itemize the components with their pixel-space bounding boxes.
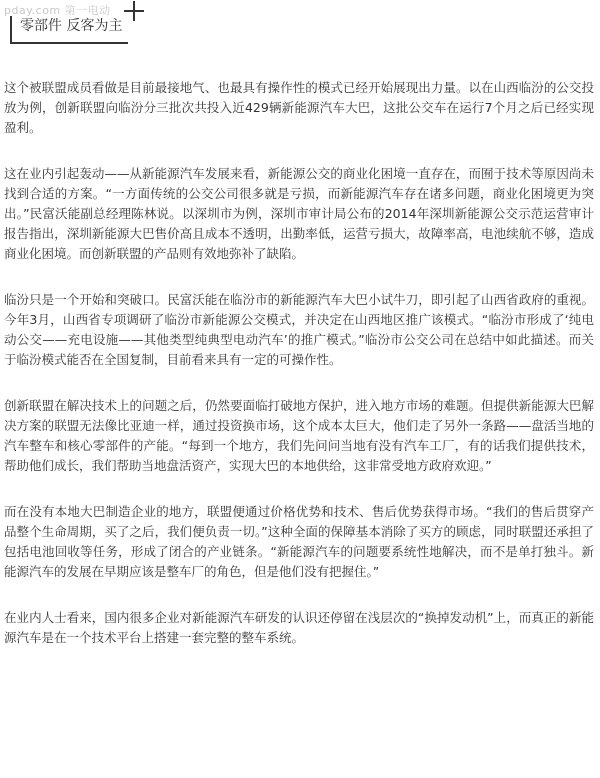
article-body <box>4 78 594 674</box>
plus-icon <box>124 1 144 21</box>
article-paragraph-1: 这个被联盟成员看做是目前最接地气、也最具有操作性的模式已经开始展现出力量。以在山西临汾的公交投放为例，创新联盟向临汾分三批次共投入近429辆新能源汽车大巴，这批公交车在运行7个月之后已经实现盈利。 <box>4 80 594 135</box>
section-heading-box <box>10 16 128 44</box>
article-paragraph-6: 在业内人士看来，国内很多企业对新能源汽车研发的认识还停留在浅层次的“换掉发动机”上，而真正的新能源汽车是在一个技术平台上搭建一套完整的整车系统。 <box>4 610 594 645</box>
section-heading: 零部件 反客为主 <box>20 18 123 34</box>
article-paragraph-4: 创新联盟在解决技术上的问题之后，仍然要面临打破地方保护，进入地方市场的难题。但提供新能源大巴解决方案的联盟无法像比亚迪一样，通过投资换市场，这个成本太巨大，他们走了另外一条路——盘活当地的汽车整车和核心零部件的产能。“每到一个地方，我们先问问当地有没有汽车工厂，有的话我们提供技术，帮助他们成长，我们帮助当地盘活资产，实现大巴的本地供给，这非常受地方政府欢迎。” <box>4 398 594 473</box>
article-paragraph-5: 而在没有本地大巴制造企业的地方，联盟便通过价格优势和技术、售后优势获得市场。“我们的售后贯穿产品整个生命周期，买了之后，我们便负责一切。”这种全面的保障基本消除了买方的顾虑，同时联盟还承担了包括电池回收等任务，形成了闭合的产业链条。“新能源汽车的问题要系统性地解决，而不是单打独斗。新能源汽车的发展在早期应该是整车厂的角色，但是他们没有把握住。” <box>4 504 594 579</box>
article-paragraph-2: 这在业内引起轰动——从新能源汽车发展来看，新能源公交的商业化困境一直存在，而囿于技术等原因尚未找到合适的方案。“一方面传统的公交公司很多就是亏损，而新能源汽车存在诸多问题，商业化困境更为突出。”民富沃能副总经理陈林说。以深圳市为例，深圳市审计局公布的2014年深圳新能源公交示范运营审计报告指出，深圳新能源大巴售价高且成本不透明，出勤率低，运营亏损大，故障率高，电池续航不够，造成商业化困境。而创新联盟的产品则有效地弥补了缺陷。 <box>4 166 594 261</box>
site-watermark: pday.com 第一电动 <box>4 4 111 17</box>
article-paragraph-3: 临汾只是一个开始和突破口。民富沃能在临汾市的新能源汽车大巴小试牛刀，即引起了山西省政府的重视。今年3月，山西省专项调研了临汾市新能源公交模式，并决定在山西地区推广该模式。“临汾市形成了‘纯电动公交——充电设施——其他类型纯典型电动汽车’的推广模式。”临汾市公交公司在总结中如此描述。而关于临汾模式能否在全国复制，目前看来具有一定的可操作性。 <box>4 292 594 367</box>
